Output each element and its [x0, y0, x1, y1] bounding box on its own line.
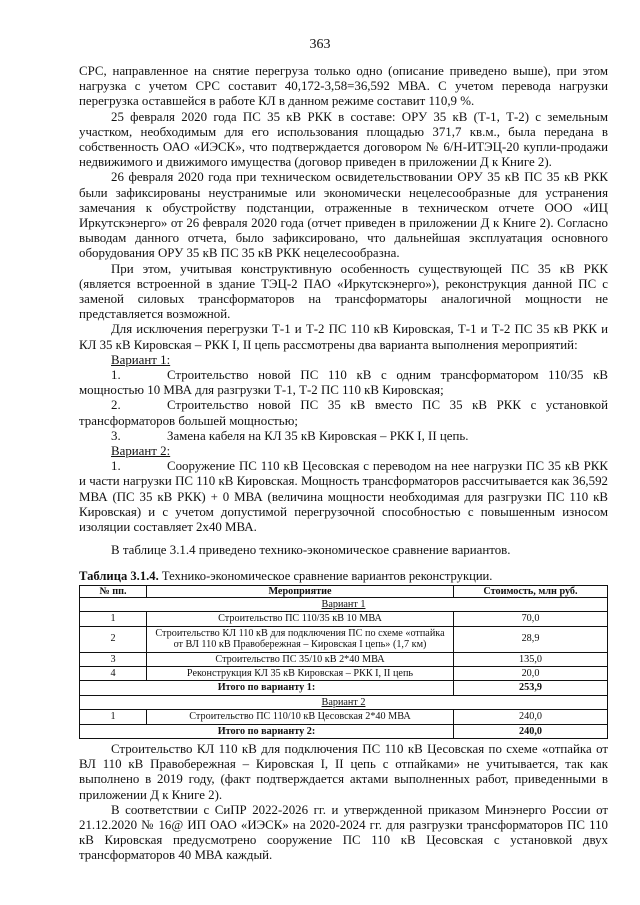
table-total-2-value: 240,0 [454, 724, 608, 738]
variant-2-item-1: 1. Сооружение ПС 110 кВ Цесовская с переводом на нее нагрузки ПС 35 кВ РКК и части нагрузки ПС 110 кВ Кировская. Мощность трансформаторов рассчитывается как 36,592 МВА (ПС 35 кВ РКК) + 0 МВА (величина мощности необходимая для разгрузки ПС 110 кВ Кировская) и с учетом допустимой перегрузочной способностью с повышенным износом изоляции составляет 2x40 МВА. [79, 459, 608, 535]
comparison-table [79, 585, 608, 739]
table-caption: Таблица 3.1.4. Технико-экономическое сравнение вариантов реконструкции. [79, 568, 493, 583]
paragraph-feb26: 26 февраля 2020 года при техническом освидетельствовании ОРУ 35 кВ ПС 35 кВ РКК были зафиксированы неустранимые или экономически нецелесообразные для устранения замечания к обустройству подстанции, отраженные в техническом отчете ООО «ИЦ Иркутскэнерго» от 26 февраля 2020 года (отчет приведен в приложении Д к Книге 2). Согласно выводам данного отчета, было зафиксировано, что дальнейшая эксплуатация основного оборудования ОРУ 35 кВ ПС 35 кВ РКК нецелесообразна. [79, 170, 608, 261]
page-number: 363 [309, 37, 331, 52]
variant-1-item-1: 1. Строительство новой ПС 110 кВ с одним трансформатором 110/35 кВ мощностью 10 МВА для разгрузки Т-1, Т-2 ПС 110 кВ Кировская; [79, 368, 608, 398]
table-variant-1: Вариант 1 [80, 597, 608, 611]
table-total-1-value: 253,9 [454, 681, 608, 695]
table-variant-2: Вариант 2 [80, 695, 608, 709]
variant-1-heading: Вариант 1: [111, 352, 171, 367]
table-row: 4 Реконструкция КЛ 35 кВ Кировская – РКК I, II цепь 20,0 [80, 666, 608, 680]
table-header-num: № пп. [80, 585, 147, 597]
variant-2-heading: Вариант 2: [111, 444, 171, 459]
paragraph-table-ref: В таблице 3.1.4 приведено технико-экономическое сравнение вариантов. [111, 543, 511, 558]
table-row [80, 695, 608, 709]
variant-1-item-2: 2. Строительство новой ПС 35 кВ вместо ПС 35 кВ РКК с установкой трансформаторов большей мощностью; [79, 398, 608, 428]
document-content [79, 64, 608, 864]
paragraph-options: Для исключения перегрузки Т-1 и Т-2 ПС 110 кВ Кировская, Т-1 и Т-2 ПС 35 кВ РКК и КЛ 35 кВ Кировская – РКК I, II цепь рассмотрены два варианта выполнения мероприятий: [79, 322, 608, 352]
table-header-measure: Мероприятие [147, 585, 454, 597]
table-row [80, 597, 608, 611]
paragraph-intro: СРС, направленное на снятие перегруза только одно (описание приведено выше), при этом нагрузка с учетом СРС составит 40,172-3,58=36,592 МВА. С учетом перевода нагрузки перегрузка оставшейся в работе КЛ в данном режиме составит 110,9 %. [79, 64, 608, 109]
table-row [80, 681, 608, 695]
table-total-1-label: Итого по варианту 1: [80, 681, 454, 695]
table-row [80, 724, 608, 738]
paragraph-after-table: Строительство КЛ 110 кВ для подключения ПС 110 кВ Цесовская по схеме «отпайка от ВЛ 110 кВ Правобережная – Кировская I, II цепь с отпайками» не учитывается, так как выполнено в 2019 году, (факт подтверждается актами выполненных работ, приведенными в приложении Д к Книге 2). [79, 741, 608, 802]
paragraph-constructive: При этом, учитывая конструктивную особенность существующей ПС 35 кВ РКК (является встроенной в здание ТЭЦ-2 ПАО «Иркутскэнерго»), реконструкция данной ПС с заменой силовых трансформаторов на трансформаторы аналогичной мощности не представляется возможной. [79, 261, 608, 322]
table-row: 2 Строительство КЛ 110 кВ для подключения ПС по схеме «отпайка от ВЛ 110 кВ Правобережная – Кировская I цепь» (1,7 км) 28,9 [80, 626, 608, 652]
table-total-2-label: Итого по варианту 2: [80, 724, 454, 738]
paragraph-sipr: В соответствии с СиПР 2022-2026 гг. и утвержденной приказом Минэнерго России от 21.12.2020 № 16@ ИП ОАО «ИЭСК» на 2020-2024 гг. для разгрузки трансформаторов ПС 110 кВ Кировская предусмотрено сооружение ПС 110 кВ Цесовская с установкой двух трансформаторов 40 МВА каждый. [79, 802, 608, 863]
table-row: 1 Строительство ПС 110/35 кВ 10 МВА 70,0 [80, 612, 608, 626]
table-row: 1 Строительство ПС 110/10 кВ Цесовская 2*40 МВА 240,0 [80, 710, 608, 724]
table-header-cost: Стоимость, млн руб. [454, 585, 608, 597]
paragraph-feb25: 25 февраля 2020 года ПС 35 кВ РКК в составе: ОРУ 35 кВ (Т-1, Т-2) с земельным участком, необходимым для его использования площадью 371,7 кв.м., была передана в собственность ОАО «ИЭСК», что подтверждается договором № 6/Н-ИТЭЦ-20 купли-продажи недвижимого и движимого имущества (договор приведен в приложении Д к Книге 2). [79, 109, 608, 170]
table-row: 3 Строительство ПС 35/10 кВ 2*40 МВА 135,0 [80, 652, 608, 666]
variant-1-item-3: 3. Замена кабеля на КЛ 35 кВ Кировская – РКК I, II цепь. [111, 428, 469, 443]
